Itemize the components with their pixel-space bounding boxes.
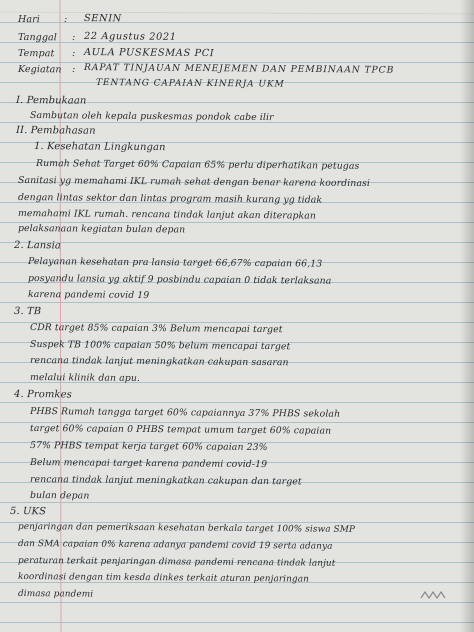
- uks-line-4: koordinasi dengan tim kesda dinkes terkait aturan penjaringan: [17, 572, 309, 585]
- tb-line-1: CDR target 85% capaian 3% Belum mencapai target: [29, 322, 283, 336]
- tanggal-sep: :: [71, 32, 76, 44]
- page-decoration-mark: [420, 590, 446, 600]
- promkes-line-6: bulan depan: [29, 490, 90, 502]
- tb-line-3: rencana tindak lanjut meningkatkan cakupan sasaran: [29, 355, 289, 369]
- item-tb-title: 3. TB: [13, 306, 42, 318]
- tb-line-2: Suspek TB 100% capaian 50% belum mencapai target: [29, 339, 291, 353]
- hari-label: Hari: [17, 14, 40, 26]
- item-kesling-title: 1. Kesehatan Lingkungan: [33, 141, 166, 154]
- kesling-line-4: memahami IKL rumah. rencana tindak lanjut akan diterapkan: [17, 208, 317, 222]
- kegiatan-value: RAPAT TINJAUAN MENEJEMEN DAN PEMBINAAN TPCB: [83, 62, 395, 76]
- kesling-line-1: Rumah Sehat Target 60% Capaian 65% perlu diperhatikan petugas: [35, 158, 360, 172]
- promkes-line-4: Belum mencapai target karena pandemi covid-19: [29, 457, 268, 471]
- tb-line-4: melalui klinik dan apu.: [29, 372, 141, 384]
- tanggal-label: Tanggal: [17, 32, 57, 44]
- item-uks-title: 5. UKS: [9, 506, 47, 518]
- kesling-line-2: Sanitasi yg memahami IKL rumah sehat dengan benar karena koordinasi: [17, 175, 371, 190]
- kesling-line-5: pelaksanaan kegiatan bulan depan: [17, 223, 186, 236]
- promkes-line-2: target 60% capaian 0 PHBS tempat umum target 60% capaian: [29, 423, 332, 437]
- lansia-line-3: karena pandemi covid 19: [27, 289, 150, 302]
- promkes-line-5: rencana tindak lanjut meningkatkan cakupan dan target: [29, 474, 302, 488]
- kegiatan-label: Kegiatan: [17, 64, 62, 76]
- page-edge-shadow: [460, 0, 474, 632]
- section-2-title: II. Pembahasan: [15, 125, 96, 137]
- section-1-text: Sambutan oleh kepala puskesmas pondok cabe ilir: [29, 110, 274, 124]
- kegiatan-sep: :: [71, 64, 76, 76]
- uks-line-1: penjaringan dan pemeriksaan kesehatan berkala target 100% siswa SMP: [17, 522, 356, 535]
- promkes-line-1: PHBS Rumah tangga target 60% capaiannya 37% PHBS sekolah: [29, 406, 341, 420]
- tempat-value: AULA PUSKESMAS PCI: [83, 47, 215, 60]
- item-lansia-title: 2. Lansia: [13, 240, 62, 252]
- tanggal-value: 22 Agustus 2021: [83, 31, 177, 43]
- tempat-label: Tempat: [17, 48, 55, 60]
- promkes-line-3: 57% PHBS tempat kerja target 60% capaian 23%: [29, 440, 268, 454]
- kesling-line-3: dengan lintas sektor dan lintas program masih kurang yg tidak: [17, 192, 323, 206]
- uks-line-3: peraturan terkait penjaringan dimasa pandemi rencana tindak lanjut: [17, 556, 336, 569]
- hari-value: SENIN: [83, 13, 122, 25]
- tempat-sep: :: [71, 48, 76, 60]
- kegiatan-value-2: TENTANG CAPAIAN KINERJA UKM: [95, 78, 285, 90]
- uks-line-2: dan SMA capaian 0% karena adanya pandemi covid 19 serta adanya: [17, 539, 333, 552]
- lansia-line-1: Pelayanan kesehatan pra lansia target 66,67% capaian 66,13: [27, 256, 323, 270]
- hari-sep: :: [63, 14, 68, 26]
- item-promkes-title: 4. Promkes: [13, 389, 72, 401]
- section-1-title: I. Pembukaan: [15, 95, 87, 107]
- uks-line-5: dimasa pandemi: [17, 589, 94, 600]
- lansia-line-2: posyandu lansia yg aktif 9 posbindu capaian 0 tidak terlaksana: [27, 273, 332, 287]
